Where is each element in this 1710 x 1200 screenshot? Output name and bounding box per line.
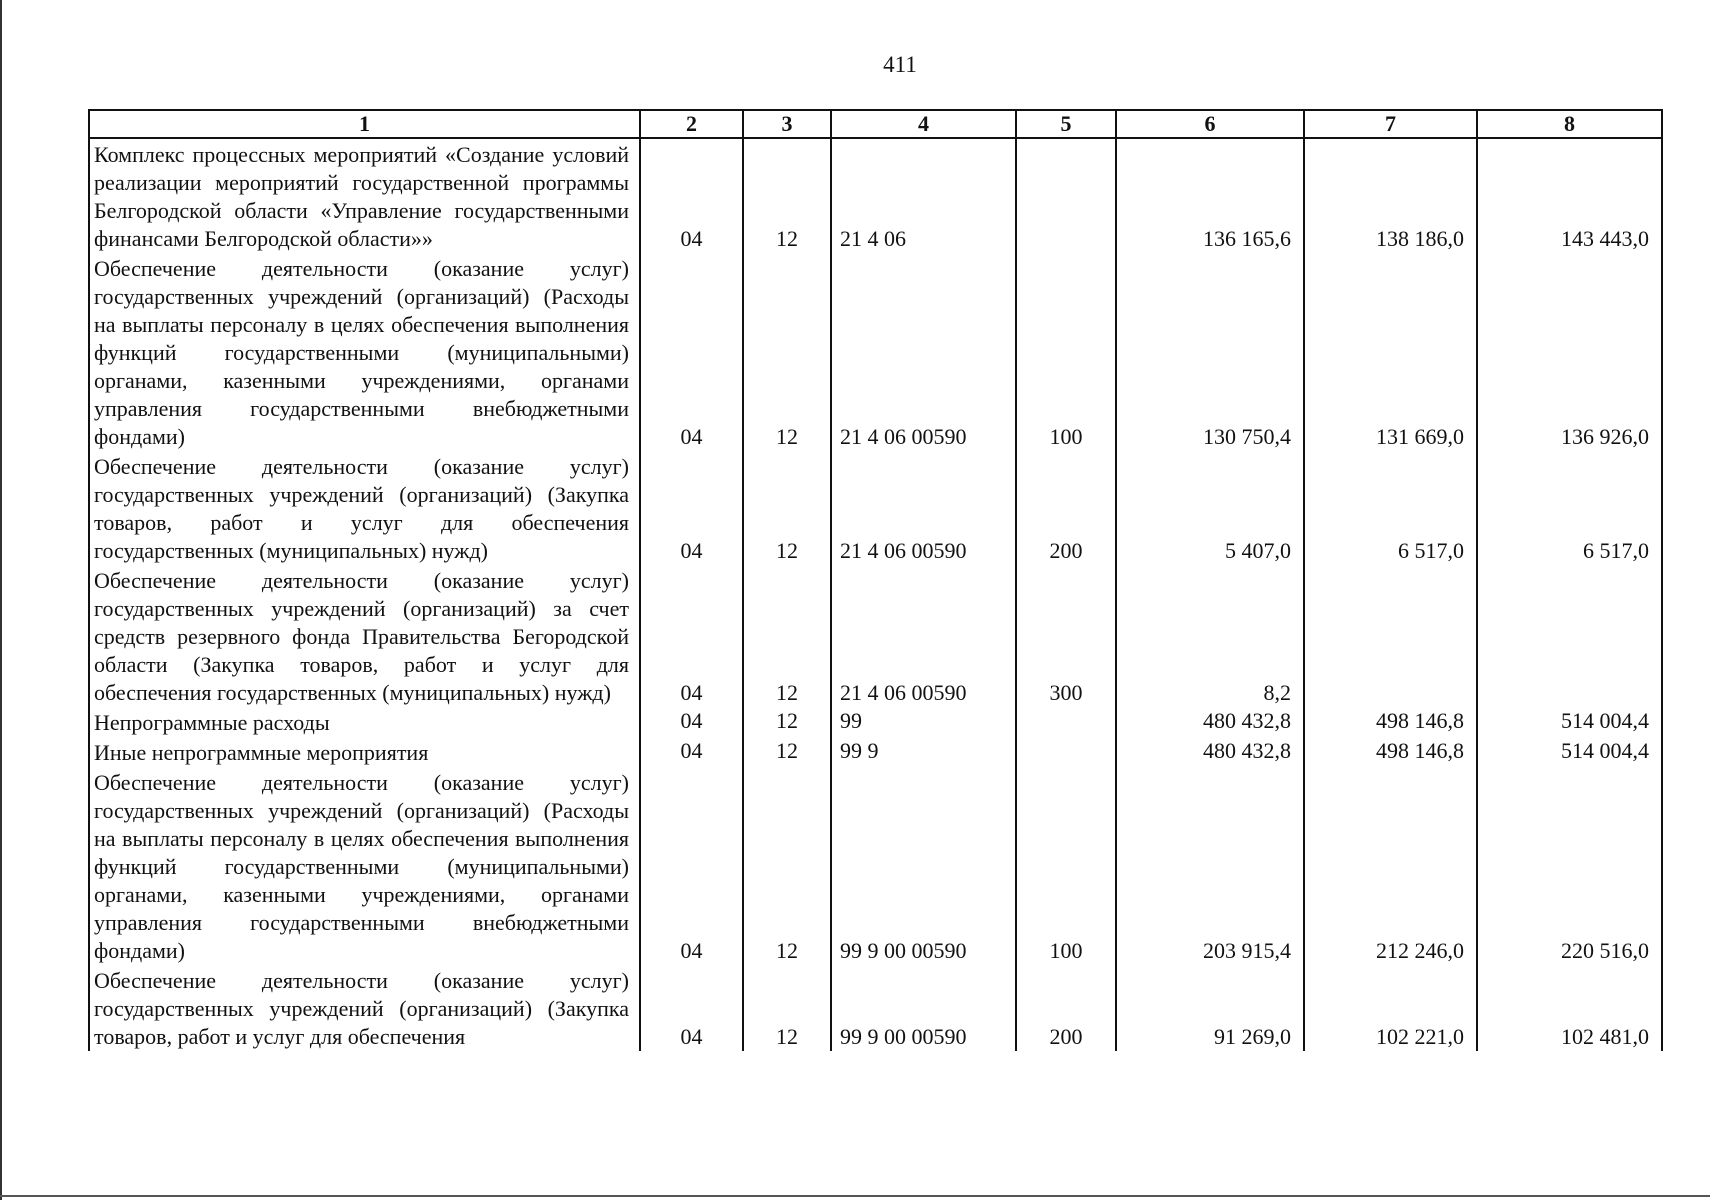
row-expense-type: 300 — [1016, 565, 1116, 707]
table-row — [89, 767, 1662, 965]
row-amount-7: 498 146,8 — [1304, 737, 1477, 767]
row-amount-8: 136 926,0 — [1477, 253, 1662, 451]
row-section: 04 — [640, 965, 743, 1051]
row-expense-type — [1016, 707, 1116, 737]
row-amount-7: 498 146,8 — [1304, 707, 1477, 737]
row-section: 04 — [640, 707, 743, 737]
row-section: 04 — [640, 767, 743, 965]
row-expense-type: 100 — [1016, 253, 1116, 451]
header-col-5: 5 — [1016, 110, 1116, 138]
header-col-8: 8 — [1477, 110, 1662, 138]
table-row — [89, 253, 1662, 451]
row-amount-8 — [1477, 565, 1662, 707]
row-subsection: 12 — [743, 965, 831, 1051]
row-target-code: 99 9 00 00590 — [831, 767, 1016, 965]
row-amount-7: 6 517,0 — [1304, 451, 1477, 565]
header-col-4: 4 — [831, 110, 1016, 138]
row-name: Иные непрограммные мероприятия — [89, 737, 640, 767]
header-col-7: 7 — [1304, 110, 1477, 138]
row-amount-6: 91 269,0 — [1116, 965, 1304, 1051]
row-amount-7 — [1304, 565, 1477, 707]
row-subsection: 12 — [743, 451, 831, 565]
row-name: Обеспечение деятельности (оказание услуг) государственных учреждений (организаций) (Расходы на выплаты персоналу в целях обеспечения выполнения функций государственными (муниципальными) органами, казенными учреждениями, органами управления государственными внебюджетными фондами) — [89, 253, 640, 451]
row-section: 04 — [640, 737, 743, 767]
row-amount-6: 5 407,0 — [1116, 451, 1304, 565]
table-row — [89, 138, 1662, 253]
scan-left-edge — [0, 0, 2, 1200]
row-name: Обеспечение деятельности (оказание услуг) государственных учреждений (организаций) (Закупка товаров, работ и услуг для обеспечения государственных (муниципальных) нужд) — [89, 451, 640, 565]
row-section: 04 — [640, 138, 743, 253]
scan-bottom-edge — [0, 1195, 1710, 1197]
row-amount-8: 220 516,0 — [1477, 767, 1662, 965]
row-section: 04 — [640, 451, 743, 565]
row-target-code: 99 — [831, 707, 1016, 737]
row-target-code: 21 4 06 00590 — [831, 565, 1016, 707]
row-amount-8: 514 004,4 — [1477, 737, 1662, 767]
row-subsection: 12 — [743, 707, 831, 737]
table-row — [89, 707, 1662, 737]
row-target-code: 99 9 — [831, 737, 1016, 767]
table-row — [89, 737, 1662, 767]
header-col-3: 3 — [743, 110, 831, 138]
row-amount-6: 8,2 — [1116, 565, 1304, 707]
row-amount-7: 138 186,0 — [1304, 138, 1477, 253]
row-amount-6: 203 915,4 — [1116, 767, 1304, 965]
row-subsection: 12 — [743, 767, 831, 965]
row-expense-type — [1016, 737, 1116, 767]
row-expense-type: 200 — [1016, 965, 1116, 1051]
header-col-1: 1 — [89, 110, 640, 138]
row-subsection: 12 — [743, 253, 831, 451]
row-amount-8: 102 481,0 — [1477, 965, 1662, 1051]
row-name: Обеспечение деятельности (оказание услуг) государственных учреждений (организаций) (Закупка товаров, работ и услуг для обеспечения — [89, 965, 640, 1051]
budget-table — [88, 109, 1663, 1051]
row-target-code: 21 4 06 00590 — [831, 253, 1016, 451]
row-amount-8: 514 004,4 — [1477, 707, 1662, 737]
row-target-code: 21 4 06 00590 — [831, 451, 1016, 565]
row-subsection: 12 — [743, 565, 831, 707]
row-amount-6: 480 432,8 — [1116, 707, 1304, 737]
row-amount-7: 212 246,0 — [1304, 767, 1477, 965]
row-expense-type — [1016, 138, 1116, 253]
table-row — [89, 965, 1662, 1051]
row-name: Обеспечение деятельности (оказание услуг) государственных учреждений (организаций) за счет средств резервного фонда Правительства Бегородской области (Закупка товаров, работ и услуг для обеспечения государственных (муниципальных) нужд) — [89, 565, 640, 707]
row-expense-type: 100 — [1016, 767, 1116, 965]
header-col-6: 6 — [1116, 110, 1304, 138]
row-amount-6: 480 432,8 — [1116, 737, 1304, 767]
header-col-2: 2 — [640, 110, 743, 138]
table-row — [89, 451, 1662, 565]
row-amount-6: 130 750,4 — [1116, 253, 1304, 451]
row-name: Непрограммные расходы — [89, 707, 640, 737]
row-amount-8: 143 443,0 — [1477, 138, 1662, 253]
row-target-code: 99 9 00 00590 — [831, 965, 1016, 1051]
row-section: 04 — [640, 565, 743, 707]
row-section: 04 — [640, 253, 743, 451]
page-number: 411 — [883, 52, 917, 77]
table-header-row — [89, 110, 1662, 138]
row-amount-8: 6 517,0 — [1477, 451, 1662, 565]
row-subsection: 12 — [743, 737, 831, 767]
row-target-code: 21 4 06 — [831, 138, 1016, 253]
row-amount-6: 136 165,6 — [1116, 138, 1304, 253]
table-row — [89, 565, 1662, 707]
row-amount-7: 102 221,0 — [1304, 965, 1477, 1051]
row-name: Обеспечение деятельности (оказание услуг) государственных учреждений (организаций) (Расходы на выплаты персоналу в целях обеспечения выполнения функций государственными (муниципальными) органами, казенными учреждениями, органами управления государственными внебюджетными фондами) — [89, 767, 640, 965]
row-amount-7: 131 669,0 — [1304, 253, 1477, 451]
row-expense-type: 200 — [1016, 451, 1116, 565]
row-subsection: 12 — [743, 138, 831, 253]
row-name: Комплекс процессных мероприятий «Создание условий реализации мероприятий государственной программы Белгородской области «Управление государственными финансами Белгородской области»» — [89, 138, 640, 253]
